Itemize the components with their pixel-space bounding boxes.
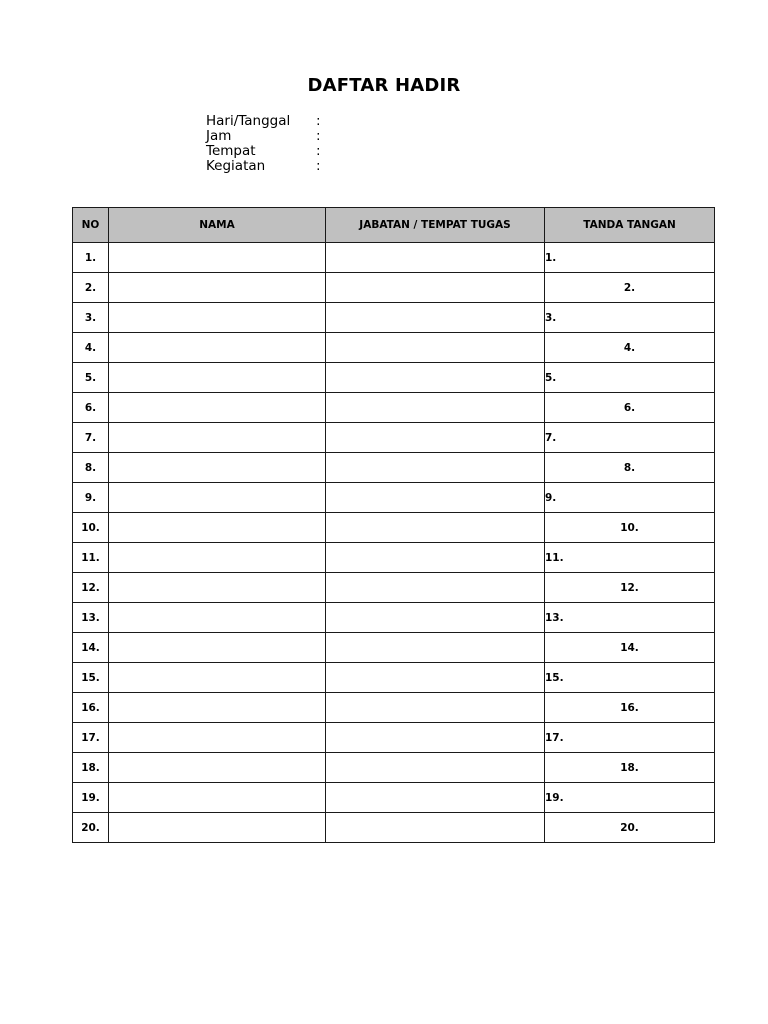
nama-cell[interactable] bbox=[109, 723, 326, 753]
table-row bbox=[73, 603, 715, 633]
nama-cell[interactable] bbox=[109, 543, 326, 573]
signature-cell[interactable]: 14. bbox=[545, 633, 715, 663]
signature-cell[interactable]: 13. bbox=[545, 603, 715, 633]
info-row-jam bbox=[206, 129, 326, 144]
signature-cell[interactable]: 19. bbox=[545, 783, 715, 813]
signature-cell[interactable]: 8. bbox=[545, 453, 715, 483]
nama-cell[interactable] bbox=[109, 303, 326, 333]
row-number: 20. bbox=[73, 813, 109, 843]
row-number: 8. bbox=[73, 453, 109, 483]
jabatan-cell[interactable] bbox=[326, 573, 545, 603]
signature-cell[interactable]: 5. bbox=[545, 363, 715, 393]
table-row bbox=[73, 453, 715, 483]
jabatan-cell[interactable] bbox=[326, 753, 545, 783]
jabatan-cell[interactable] bbox=[326, 783, 545, 813]
row-number: 19. bbox=[73, 783, 109, 813]
nama-cell[interactable] bbox=[109, 363, 326, 393]
row-number: 17. bbox=[73, 723, 109, 753]
nama-cell[interactable] bbox=[109, 783, 326, 813]
table-row bbox=[73, 633, 715, 663]
jabatan-cell[interactable] bbox=[326, 603, 545, 633]
row-number: 14. bbox=[73, 633, 109, 663]
jabatan-cell[interactable] bbox=[326, 693, 545, 723]
signature-cell[interactable]: 2. bbox=[545, 273, 715, 303]
signature-cell[interactable]: 6. bbox=[545, 393, 715, 423]
nama-cell[interactable] bbox=[109, 813, 326, 843]
nama-cell[interactable] bbox=[109, 573, 326, 603]
nama-cell[interactable] bbox=[109, 483, 326, 513]
jabatan-cell[interactable] bbox=[326, 243, 545, 273]
signature-cell[interactable]: 7. bbox=[545, 423, 715, 453]
table-row bbox=[73, 753, 715, 783]
jabatan-cell[interactable] bbox=[326, 303, 545, 333]
jabatan-cell[interactable] bbox=[326, 423, 545, 453]
signature-cell[interactable]: 10. bbox=[545, 513, 715, 543]
table-header-row bbox=[73, 208, 715, 243]
header-tanda-tangan: TANDA TANGAN bbox=[545, 208, 715, 243]
table-row bbox=[73, 333, 715, 363]
row-number: 10. bbox=[73, 513, 109, 543]
table-row bbox=[73, 273, 715, 303]
info-row-tempat bbox=[206, 144, 326, 159]
table-row bbox=[73, 813, 715, 843]
table-row bbox=[73, 423, 715, 453]
header-nama: NAMA bbox=[109, 208, 326, 243]
jabatan-cell[interactable] bbox=[326, 333, 545, 363]
row-number: 3. bbox=[73, 303, 109, 333]
row-number: 7. bbox=[73, 423, 109, 453]
signature-cell[interactable]: 16. bbox=[545, 693, 715, 723]
table-row bbox=[73, 693, 715, 723]
row-number: 18. bbox=[73, 753, 109, 783]
table-row bbox=[73, 363, 715, 393]
table-row bbox=[73, 513, 715, 543]
row-number: 1. bbox=[73, 243, 109, 273]
info-row-kegiatan bbox=[206, 159, 326, 174]
row-number: 12. bbox=[73, 573, 109, 603]
info-colon: : bbox=[316, 113, 321, 129]
jabatan-cell[interactable] bbox=[326, 633, 545, 663]
info-colon: : bbox=[316, 128, 321, 144]
nama-cell[interactable] bbox=[109, 453, 326, 483]
info-label: Jam bbox=[206, 128, 232, 144]
nama-cell[interactable] bbox=[109, 663, 326, 693]
table-row bbox=[73, 483, 715, 513]
signature-cell[interactable]: 4. bbox=[545, 333, 715, 363]
signature-cell[interactable]: 18. bbox=[545, 753, 715, 783]
info-colon: : bbox=[316, 143, 321, 159]
jabatan-cell[interactable] bbox=[326, 543, 545, 573]
signature-cell[interactable]: 11. bbox=[545, 543, 715, 573]
signature-cell[interactable]: 1. bbox=[545, 243, 715, 273]
nama-cell[interactable] bbox=[109, 693, 326, 723]
nama-cell[interactable] bbox=[109, 273, 326, 303]
jabatan-cell[interactable] bbox=[326, 663, 545, 693]
signature-cell[interactable]: 17. bbox=[545, 723, 715, 753]
row-number: 13. bbox=[73, 603, 109, 633]
row-number: 16. bbox=[73, 693, 109, 723]
row-number: 9. bbox=[73, 483, 109, 513]
jabatan-cell[interactable] bbox=[326, 813, 545, 843]
jabatan-cell[interactable] bbox=[326, 513, 545, 543]
jabatan-cell[interactable] bbox=[326, 453, 545, 483]
header-jabatan: JABATAN / TEMPAT TUGAS bbox=[326, 208, 545, 243]
info-colon: : bbox=[316, 158, 321, 174]
header-no: NO bbox=[73, 208, 109, 243]
nama-cell[interactable] bbox=[109, 603, 326, 633]
nama-cell[interactable] bbox=[109, 423, 326, 453]
row-number: 15. bbox=[73, 663, 109, 693]
table-row bbox=[73, 723, 715, 753]
jabatan-cell[interactable] bbox=[326, 483, 545, 513]
jabatan-cell[interactable] bbox=[326, 723, 545, 753]
jabatan-cell[interactable] bbox=[326, 363, 545, 393]
info-row-hari-tanggal bbox=[206, 114, 326, 129]
table-body bbox=[73, 243, 715, 843]
signature-cell[interactable]: 9. bbox=[545, 483, 715, 513]
nama-cell[interactable] bbox=[109, 333, 326, 363]
nama-cell[interactable] bbox=[109, 633, 326, 663]
signature-cell[interactable]: 3. bbox=[545, 303, 715, 333]
jabatan-cell[interactable] bbox=[326, 393, 545, 423]
table-row bbox=[73, 393, 715, 423]
table-row bbox=[73, 543, 715, 573]
jabatan-cell[interactable] bbox=[326, 273, 545, 303]
table-row bbox=[73, 663, 715, 693]
nama-cell[interactable] bbox=[109, 243, 326, 273]
nama-cell[interactable] bbox=[109, 513, 326, 543]
row-number: 11. bbox=[73, 543, 109, 573]
info-label: Tempat bbox=[206, 143, 256, 159]
nama-cell[interactable] bbox=[109, 393, 326, 423]
nama-cell[interactable] bbox=[109, 753, 326, 783]
signature-cell[interactable]: 15. bbox=[545, 663, 715, 693]
table-row bbox=[73, 783, 715, 813]
signature-cell[interactable]: 12. bbox=[545, 573, 715, 603]
info-label: Hari/Tanggal bbox=[206, 113, 291, 129]
table-row bbox=[73, 303, 715, 333]
row-number: 2. bbox=[73, 273, 109, 303]
page-title: DAFTAR HADIR bbox=[307, 75, 461, 96]
info-block bbox=[206, 114, 326, 174]
table-row bbox=[73, 243, 715, 273]
signature-cell[interactable]: 20. bbox=[545, 813, 715, 843]
row-number: 4. bbox=[73, 333, 109, 363]
row-number: 5. bbox=[73, 363, 109, 393]
info-label: Kegiatan bbox=[206, 158, 266, 174]
row-number: 6. bbox=[73, 393, 109, 423]
table-row bbox=[73, 573, 715, 603]
attendance-table bbox=[72, 207, 715, 843]
